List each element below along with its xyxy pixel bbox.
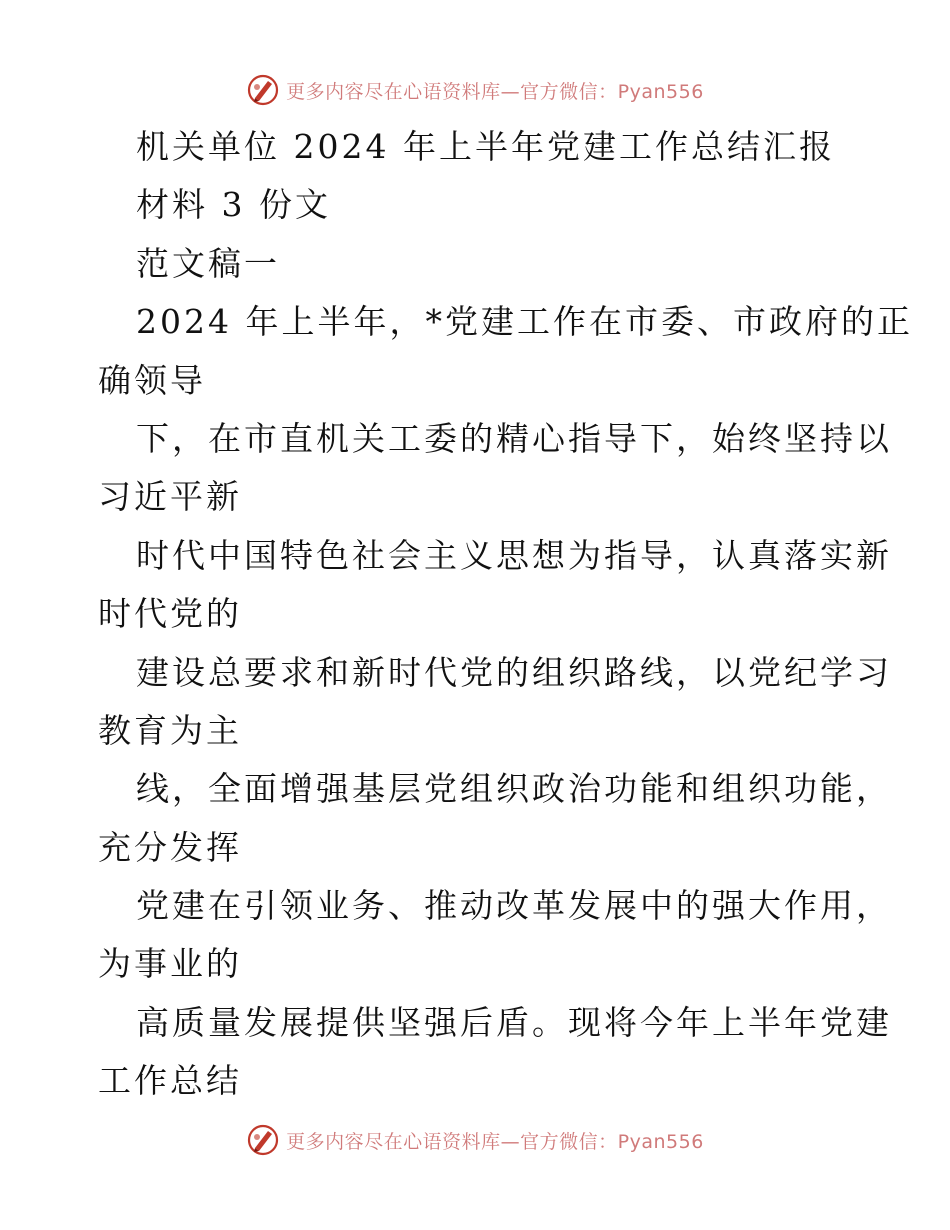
watermark-text: 更多内容尽在心语资料库—官方微信：Pyan556 [286, 80, 704, 103]
watermark-header [0, 72, 950, 108]
body-line: 确领导 [98, 360, 206, 400]
body-line: 建设总要求和新时代党的组织路线，以党纪学习 [136, 652, 892, 692]
pen-circle-logo-icon [246, 73, 280, 107]
watermark-text: 更多内容尽在心语资料库—官方微信：Pyan556 [286, 1130, 704, 1153]
body-line: 高质量发展提供坚强后盾。现将今年上半年党建 [136, 1002, 892, 1042]
body-line: 2024 年上半年，*党建工作在市委、市政府的正 [136, 302, 913, 342]
body-line: 为事业的 [98, 944, 242, 984]
body-line: 习近平新 [98, 477, 242, 517]
pen-circle-logo-icon [246, 1123, 280, 1157]
title-line-2: 材料 3 份文 [136, 185, 331, 225]
body-line: 工作总结 [98, 1061, 242, 1101]
body-line: 下，在市直机关工委的精心指导下，始终坚持以 [136, 418, 892, 458]
body-line: 线，全面增强基层党组织政治功能和组织功能， [136, 769, 892, 809]
body-line: 时代党的 [98, 594, 242, 634]
title-line-1: 机关单位 2024 年上半年党建工作总结汇报 [136, 127, 835, 166]
body-line: 时代中国特色社会主义思想为指导，认真落实新 [136, 535, 892, 575]
body-line: 教育为主 [98, 710, 242, 750]
document-body [98, 118, 913, 1111]
body-line: 党建在引领业务、推动改革发展中的强大作用， [136, 886, 892, 926]
body-line: 充分发挥 [98, 827, 242, 867]
section-heading: 范文稿一 [136, 243, 280, 283]
watermark-footer [0, 1122, 950, 1158]
